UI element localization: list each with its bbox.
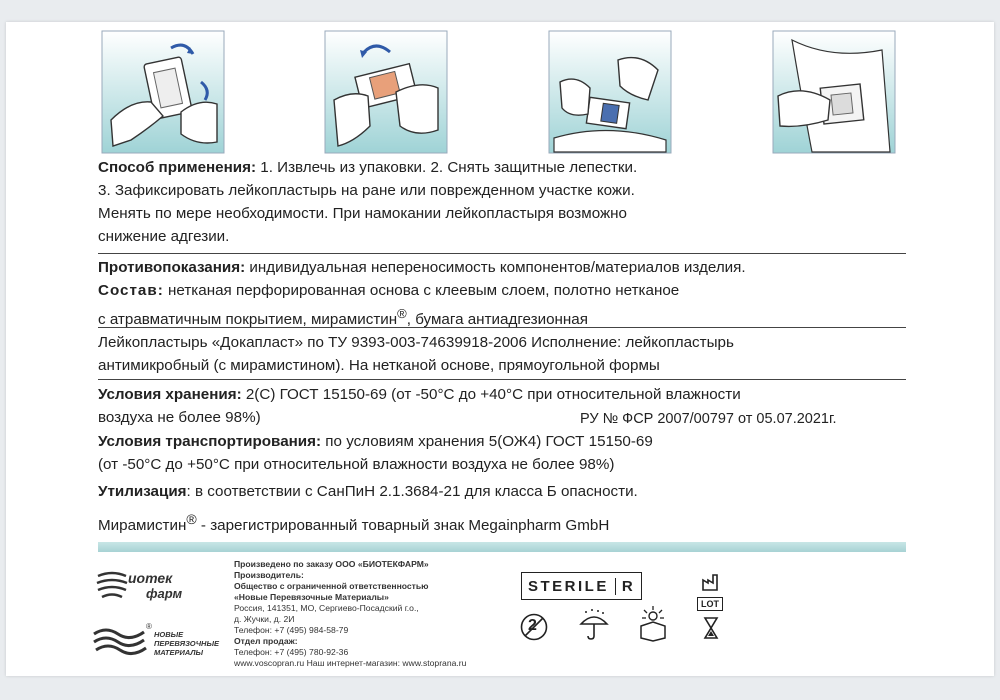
sales-phone: Телефон: +7 (495) 780-92-36 xyxy=(234,647,349,657)
biotek-logo-text: иотек xyxy=(128,570,173,586)
composition-text-3: , бумага антиадгезионная xyxy=(406,311,588,329)
npm-logo-text-3: МАТЕРИАЛЫ xyxy=(154,648,204,657)
decorative-band xyxy=(98,542,906,552)
manufacturer-address: д. Жучки, д. 2И xyxy=(234,614,295,624)
storage-label: Условия хранения: xyxy=(98,386,242,403)
transport-text: по условиям хранения 5(ОЖ4) ГОСТ 15150-69 xyxy=(321,433,653,450)
npm-logo xyxy=(92,622,222,662)
sterile-text: STERILE xyxy=(528,577,609,595)
company-name: «Новые Перевязочные Материалы» xyxy=(234,592,389,602)
divider xyxy=(98,327,906,328)
trademark-note xyxy=(98,508,609,537)
hands-applying-plaster-icon xyxy=(548,30,672,154)
transport-line-1 xyxy=(98,430,653,453)
do-not-reuse-icon xyxy=(519,612,549,642)
registered-mark: ® xyxy=(186,511,197,527)
usage-label: Способ применения: xyxy=(98,159,257,176)
sales-label: Отдел продаж: xyxy=(234,636,298,646)
expiry-hourglass-icon xyxy=(703,616,719,645)
registered-mark: ® xyxy=(397,306,407,321)
product-line-1: Лейкопластырь «Докапласт» по ТУ 9393-003-74639918-2006 Исполнение: лейкопластырь xyxy=(98,334,734,351)
disposal xyxy=(98,480,638,503)
contraindications-label: Противопоказания: xyxy=(98,259,246,276)
storage-line-2: воздуха не более 98%) xyxy=(98,409,261,426)
lot-icon: LOT xyxy=(697,597,723,611)
manufacturer-line xyxy=(234,581,429,592)
trademark-text: - зарегистрированный товарный знак Megainpharm GmbH xyxy=(196,517,610,535)
ordered-by: Произведено по заказу ООО «БИОТЕКФАРМ» xyxy=(234,559,429,569)
manufacturer-line xyxy=(234,636,298,647)
disposal-label: Утилизация xyxy=(98,483,187,500)
divider xyxy=(98,379,906,380)
hands-opening-package-icon xyxy=(101,30,225,154)
company-type: Общество с ограниченной ответственностью xyxy=(234,581,429,591)
contraindications-text: индивидуальная непереносимость компонентов/материалов изделия. xyxy=(245,259,746,276)
registration-number: РУ № ФСР 2007/00797 от 05.07.2021г. xyxy=(580,411,837,427)
usage-line-2: 3. Зафиксировать лейкопластырь на ране или поврежденном участке кожи. xyxy=(98,182,635,199)
manufacturer-line xyxy=(234,592,389,603)
sterile-method: R xyxy=(615,578,641,595)
hands-peeling-liner-icon xyxy=(324,30,448,154)
usage-line-1 xyxy=(98,156,637,179)
composition-label: Состав: xyxy=(98,282,164,299)
manufacturer-line xyxy=(234,570,304,581)
package-label xyxy=(6,22,994,676)
sterile-r-symbol xyxy=(521,572,642,600)
manufacturer-address: Россия, 141351, МО, Сергиево-Посадский г.о., xyxy=(234,603,419,613)
npm-logo-mark xyxy=(92,624,148,658)
transport-line-2: (от -50°С до +50°С при относительной влажности воздуха не более 98%) xyxy=(98,456,615,473)
usage-line-3: Менять по мере необходимости. При намокании лейкопластыря возможно xyxy=(98,205,627,222)
registered-mark: ® xyxy=(146,622,152,631)
npm-logo-text-1: НОВЫЕ xyxy=(154,630,184,639)
composition-text: нетканая перфорированная основа с клеевым слоем, полотно нетканое xyxy=(163,282,680,299)
manufacturer-line xyxy=(234,559,429,570)
divider xyxy=(98,253,906,254)
pharm-logo-text: фарм xyxy=(146,586,183,601)
disposal-text: : в соответствии с СанПиН 2.1.3684-21 для класса Б опасности. xyxy=(186,483,638,500)
storage-line-1 xyxy=(98,383,741,406)
transport-label: Условия транспортирования: xyxy=(98,433,322,450)
contraindications xyxy=(98,256,746,279)
keep-dry-icon xyxy=(578,608,610,647)
usage-text: 1. Извлечь из упаковки. 2. Снять защитные лепестки. xyxy=(256,159,638,176)
biotek-logo-mark xyxy=(94,568,130,602)
composition-line-1 xyxy=(98,279,679,302)
storage-text: 2(С) ГОСТ 15150-69 (от -50°С до +40°С при относительной влажности xyxy=(241,386,741,403)
manufacturer-label: Производитель: xyxy=(234,570,304,580)
usage-line-4: снижение адгезии. xyxy=(98,228,230,245)
npm-logo-text-2: ПЕРЕВЯЗОЧНЫЕ xyxy=(154,639,219,648)
composition-text-2: с атравматичным покрытием, мирамистин xyxy=(98,311,398,329)
manufacturer-icon xyxy=(701,572,723,597)
hand-smoothing-plaster-icon xyxy=(772,30,896,154)
website-links: www.voscopran.ru Наш интернет-магазин: www.stoprana.ru xyxy=(234,658,467,668)
manufacturer-phone: Телефон: +7 (495) 984-58-79 xyxy=(234,625,349,635)
trademark-name: Мирамистин xyxy=(98,517,187,535)
keep-away-from-sunlight-icon xyxy=(636,606,670,647)
product-line-2: антимикробный (с мирамистином). На нетканой основе, прямоугольной формы xyxy=(98,357,660,374)
do-not-reuse-number: 2 xyxy=(528,617,537,634)
biotek-pharm-logo xyxy=(94,568,214,604)
